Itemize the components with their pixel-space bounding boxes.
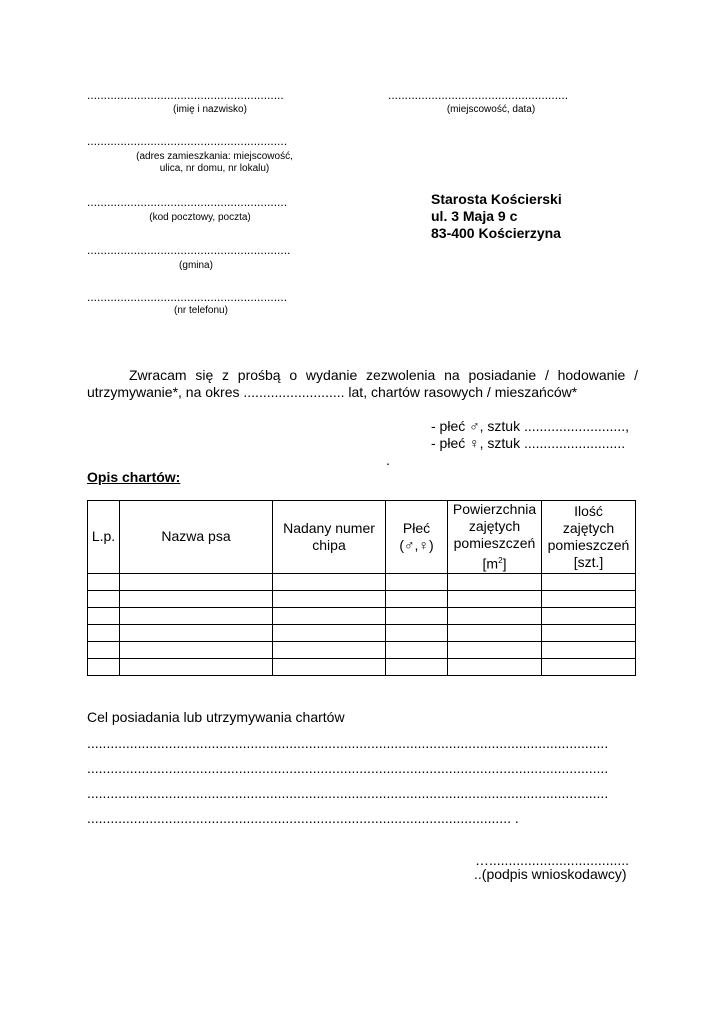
cell-area[interactable] xyxy=(448,624,542,641)
purpose-line-4[interactable]: ............................................................................................................. . xyxy=(87,810,519,826)
table-header-row xyxy=(88,501,636,574)
phone-line[interactable]: ............................................................ xyxy=(87,290,288,304)
cell-room-count[interactable] xyxy=(542,607,636,624)
cell-lp[interactable] xyxy=(88,658,120,675)
header-area: Powierzchnia zajętych pomieszczeń $[m^2]$ xyxy=(448,501,542,574)
cell-lp[interactable] xyxy=(88,624,120,641)
table-row xyxy=(88,590,636,607)
header-sex: Płeć (♂,♀) xyxy=(386,501,448,574)
cell-area[interactable] xyxy=(448,658,542,675)
request-line-1: Zwracam się z prośbą o wydanie zezwolenia na posiadanie / hodowanie / xyxy=(129,367,638,383)
cell-chip-number[interactable] xyxy=(273,573,386,590)
table-row xyxy=(88,658,636,675)
cell-room-count[interactable] xyxy=(542,641,636,658)
table-row xyxy=(88,573,636,590)
cell-area[interactable] xyxy=(448,590,542,607)
table-row xyxy=(88,624,636,641)
dogs-table xyxy=(87,500,636,676)
cell-lp[interactable] xyxy=(88,607,120,624)
header-room-count: Ilość zajętych pomieszczeń [szt.] xyxy=(542,501,636,574)
cell-sex[interactable] xyxy=(386,624,448,641)
cell-chip-number[interactable] xyxy=(273,607,386,624)
table-row xyxy=(88,607,636,624)
cell-sex[interactable] xyxy=(386,573,448,590)
cell-chip-number[interactable] xyxy=(273,590,386,607)
recipient-line-1: Starosta Kościerski xyxy=(431,191,562,207)
table-row xyxy=(88,641,636,658)
commune-caption: (gmina) xyxy=(179,260,213,271)
cell-dog-name[interactable] xyxy=(120,658,273,675)
cell-lp[interactable] xyxy=(88,573,120,590)
name-line[interactable]: ........................................................... xyxy=(87,88,284,102)
stray-dot: . xyxy=(386,452,390,468)
cell-dog-name[interactable] xyxy=(120,641,273,658)
purpose-line-2[interactable]: ...................................................................................................................................... xyxy=(87,760,609,776)
header-chip-number: Nadany numer chipa xyxy=(273,501,386,574)
cell-area[interactable] xyxy=(448,607,542,624)
purpose-label: Cel posiadania lub utrzymywania chartów xyxy=(87,709,345,725)
cell-room-count[interactable] xyxy=(542,624,636,641)
female-count-line: - płeć ♀, sztuk .......................... xyxy=(431,435,626,451)
address-line[interactable]: ............................................................ xyxy=(87,134,288,148)
cell-dog-name[interactable] xyxy=(120,590,273,607)
cell-dog-name[interactable] xyxy=(120,624,273,641)
request-line-2: utrzymywanie*, na okres .......................... lat, chartów rasowych / mieszańców* xyxy=(87,384,578,400)
place-date-caption: (miejscowość, data) xyxy=(446,104,536,115)
cell-dog-name[interactable] xyxy=(120,573,273,590)
postal-line[interactable]: ............................................................ xyxy=(87,195,288,209)
cell-sex[interactable] xyxy=(386,607,448,624)
cell-sex[interactable] xyxy=(386,641,448,658)
purpose-line-3[interactable]: ...................................................................................................................................... xyxy=(87,785,609,801)
cell-area[interactable] xyxy=(448,641,542,658)
postal-caption: (kod pocztowy, poczta) xyxy=(149,212,251,223)
address-caption-1: (adres zamieszkania: miejscowość, xyxy=(136,151,293,162)
phone-caption: (nr telefonu) xyxy=(174,305,228,316)
cell-chip-number[interactable] xyxy=(273,658,386,675)
table-title: Opis chartów: xyxy=(87,469,181,485)
cell-room-count[interactable] xyxy=(542,573,636,590)
name-caption: (imię i nazwisko) xyxy=(173,104,247,115)
cell-room-count[interactable] xyxy=(542,590,636,607)
signature-caption: ..(podpis wnioskodawcy) xyxy=(474,866,627,882)
place-date-line[interactable]: ...................................................... xyxy=(388,88,569,102)
header-lp: L.p. xyxy=(88,501,120,574)
header-dog-name: Nazwa psa xyxy=(120,501,273,574)
address-caption-2: ulica, nr domu, nr lokalu) xyxy=(159,163,270,174)
purpose-line-1[interactable]: ...................................................................................................................................... xyxy=(87,735,609,751)
cell-room-count[interactable] xyxy=(542,658,636,675)
cell-sex[interactable] xyxy=(386,658,448,675)
cell-lp[interactable] xyxy=(88,590,120,607)
cell-chip-number[interactable] xyxy=(273,641,386,658)
commune-line[interactable]: ............................................................. xyxy=(87,243,291,257)
cell-chip-number[interactable] xyxy=(273,624,386,641)
male-count-line: - płeć ♂, sztuk .........................., xyxy=(431,418,629,434)
cell-area[interactable] xyxy=(448,573,542,590)
recipient-line-3: 83-400 Kościerzyna xyxy=(431,225,561,241)
cell-lp[interactable] xyxy=(88,641,120,658)
recipient-line-2: ul. 3 Maja 9 c xyxy=(431,208,518,224)
cell-sex[interactable] xyxy=(386,590,448,607)
signature-line[interactable]: ….................................... xyxy=(475,852,630,868)
cell-dog-name[interactable] xyxy=(120,607,273,624)
